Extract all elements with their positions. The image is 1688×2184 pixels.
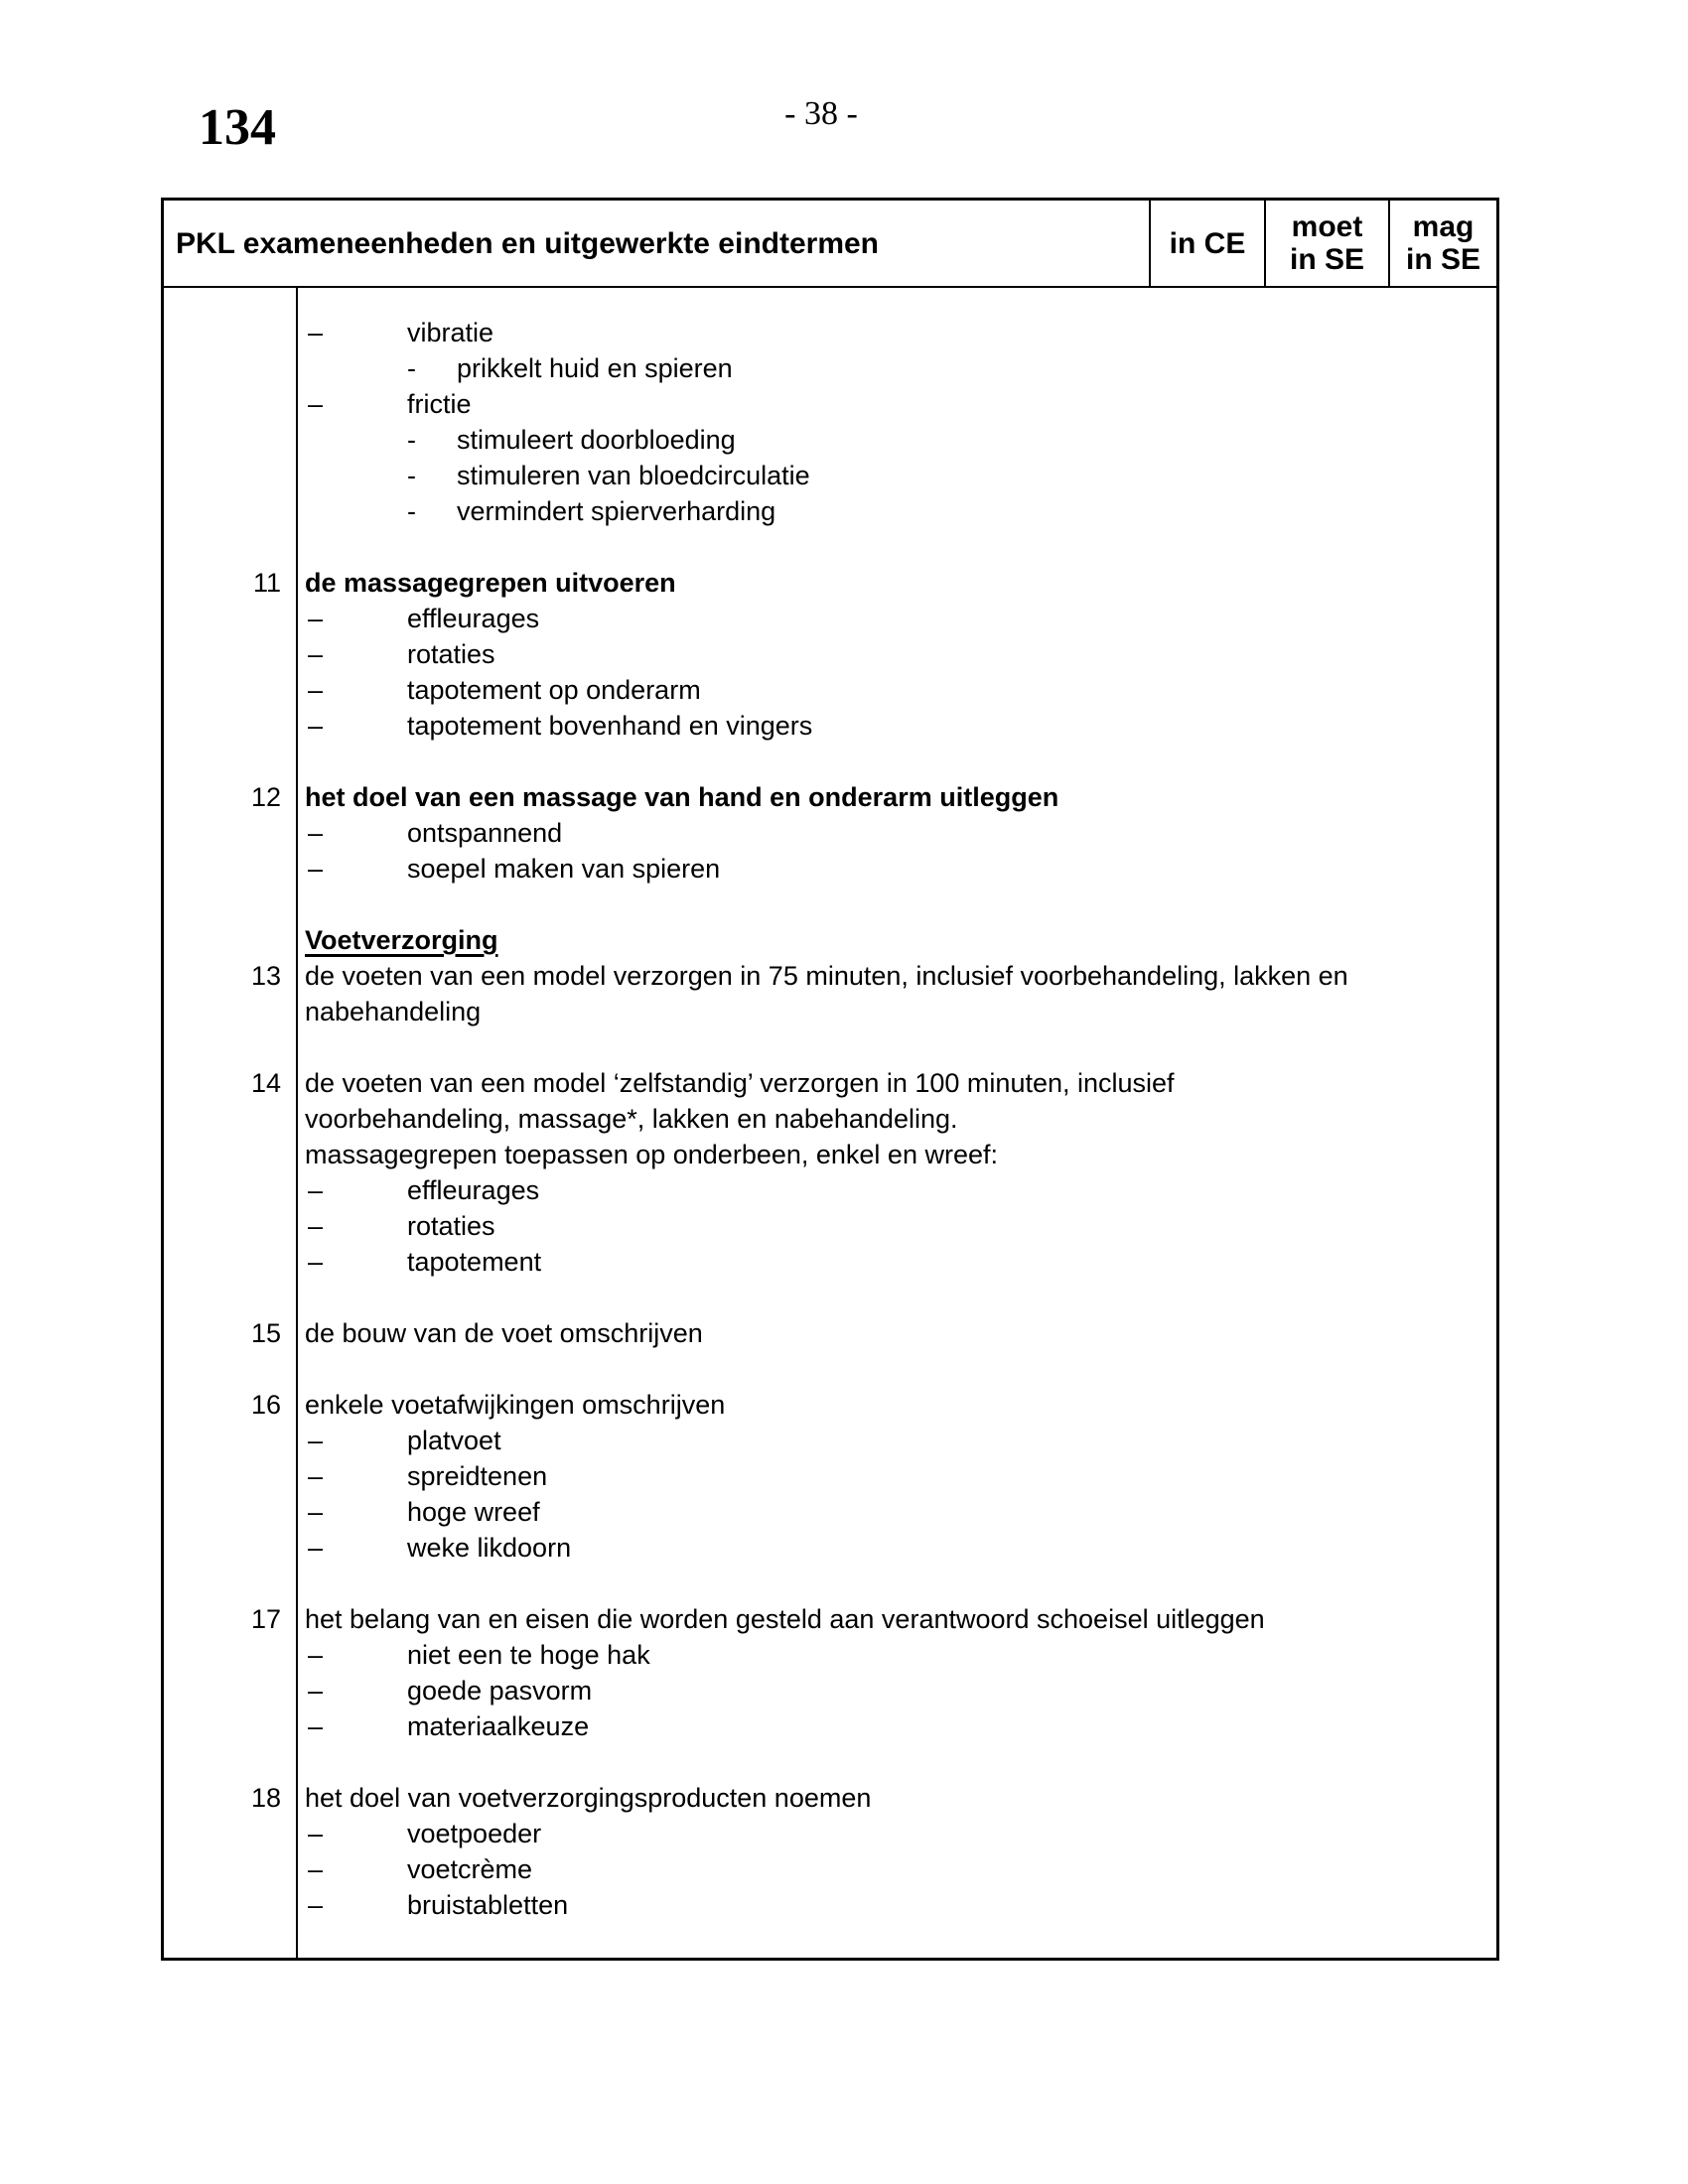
line-text: prikkelt huid en spieren — [457, 353, 733, 383]
bullet-dash: – — [308, 675, 324, 705]
bullet-dash: – — [308, 639, 324, 669]
bullet-dash: – — [308, 389, 324, 419]
sub-bullet-line — [164, 350, 1496, 386]
blank-line — [164, 1566, 1496, 1601]
bullet-dash: – — [308, 1247, 324, 1277]
bullet-dash: – — [308, 1819, 324, 1848]
bullet-line — [164, 708, 1496, 744]
line-text: massagegrepen toepassen op onderbeen, enkel en wreef: — [305, 1140, 998, 1169]
bullet-dash: – — [308, 1211, 324, 1241]
col-label-mag-in-se: in SE — [1405, 243, 1480, 276]
line-text: frictie — [407, 389, 472, 419]
section-heading-text: Voetverzorging — [305, 925, 498, 955]
bullet-line — [164, 1530, 1496, 1566]
line-text: tapotement — [407, 1247, 542, 1277]
item-number: 15 — [250, 1318, 281, 1348]
bullet-dash: – — [308, 318, 324, 347]
line-text: materiaalkeuze — [407, 1711, 590, 1741]
blank-line — [164, 1744, 1496, 1780]
line-text: de massagegrepen uitvoeren — [305, 568, 676, 598]
item-line-16 — [164, 1387, 1496, 1423]
body-lines — [164, 288, 1496, 1923]
line-text: bruistabletten — [407, 1890, 569, 1920]
bullet-line — [164, 315, 1496, 350]
bullet-dash: – — [308, 604, 324, 633]
bullet-line — [164, 1494, 1496, 1530]
line-text: platvoet — [407, 1426, 501, 1455]
line-text: hoge wreef — [407, 1497, 540, 1527]
line-text: het belang van en eisen die worden gesteld aan verantwoord schoeisel uitleggen — [305, 1604, 1265, 1634]
blank-line — [164, 744, 1496, 779]
line-text: de bouw van de voet omschrijven — [305, 1318, 703, 1348]
line-text: stimuleren van bloedcirculatie — [457, 461, 810, 490]
header-cell-moet-in-se — [1264, 201, 1388, 286]
line-text: rotaties — [407, 639, 495, 669]
eindtermen-table — [161, 198, 1499, 1961]
item-line-15 — [164, 1315, 1496, 1351]
bullet-line — [164, 636, 1496, 672]
item-number: 14 — [250, 1068, 281, 1098]
bullet-dash: – — [308, 1461, 324, 1491]
blank-line — [164, 1351, 1496, 1387]
line-text: voorbehandeling, massage*, lakken en nabehandeling. — [305, 1104, 958, 1134]
line-text: effleurages — [407, 604, 540, 633]
sub-bullet-line — [164, 458, 1496, 493]
item-continuation-line — [164, 1101, 1496, 1137]
bullet-dash: – — [308, 1854, 324, 1884]
bullet-dash: - — [407, 425, 416, 455]
col-label-moet: moet — [1291, 210, 1363, 243]
bullet-line — [164, 1851, 1496, 1887]
bullet-dash: – — [308, 818, 324, 848]
bullet-line — [164, 815, 1496, 851]
bullet-dash: – — [308, 854, 324, 884]
bullet-line — [164, 1887, 1496, 1923]
page-center-label: - 38 - — [784, 95, 858, 132]
sub-bullet-line — [164, 493, 1496, 529]
line-text: niet een te hoge hak — [407, 1640, 650, 1670]
item-line-14 — [164, 1065, 1496, 1101]
item-continuation-line — [164, 994, 1496, 1029]
line-text: voetpoeder — [407, 1819, 542, 1848]
bullet-line — [164, 601, 1496, 636]
bullet-dash: – — [308, 1890, 324, 1920]
bullet-line — [164, 1244, 1496, 1280]
blank-line — [164, 1280, 1496, 1315]
header-cell-title — [164, 201, 1149, 286]
header-cell-in-ce — [1149, 201, 1264, 286]
item-number: 13 — [250, 961, 281, 991]
line-text: weke likdoorn — [407, 1533, 572, 1563]
item-number: 16 — [250, 1390, 281, 1420]
page-number: 134 — [199, 99, 276, 156]
bullet-line — [164, 1208, 1496, 1244]
line-text: soepel maken van spieren — [407, 854, 721, 884]
bullet-line — [164, 386, 1496, 422]
line-text: tapotement op onderarm — [407, 675, 701, 705]
item-number: 17 — [250, 1604, 281, 1634]
bullet-dash: – — [308, 1640, 324, 1670]
header-cell-mag-in-se — [1388, 201, 1496, 286]
bullet-dash: – — [308, 1676, 324, 1706]
item-line-17 — [164, 1601, 1496, 1637]
table-title: PKL exameneenheden en uitgewerkte eindtermen — [176, 226, 880, 260]
line-text: ontspannend — [407, 818, 563, 848]
bullet-dash: – — [308, 1426, 324, 1455]
line-text: de voeten van een model ‘zelfstandig’ verzorgen in 100 minuten, inclusief — [305, 1068, 1175, 1098]
bullet-line — [164, 1816, 1496, 1851]
table-body — [164, 288, 1496, 1958]
bullet-dash: - — [407, 496, 416, 526]
bullet-dash: – — [308, 711, 324, 741]
blank-line — [164, 887, 1496, 922]
bullet-dash: - — [407, 353, 416, 383]
col-label-mag: mag — [1412, 210, 1475, 243]
bullet-dash: – — [308, 1711, 324, 1741]
bullet-dash: – — [308, 1533, 324, 1563]
line-text: goede pasvorm — [407, 1676, 593, 1706]
bullet-line — [164, 1673, 1496, 1708]
line-text: de voeten van een model verzorgen in 75 minuten, inclusief voorbehandeling, lakken en — [305, 961, 1348, 991]
line-text: rotaties — [407, 1211, 495, 1241]
item-line-12 — [164, 779, 1496, 815]
bullet-line — [164, 1172, 1496, 1208]
line-text: vibratie — [407, 318, 494, 347]
table-header-row — [164, 201, 1496, 288]
line-text: voetcrème — [407, 1854, 533, 1884]
bullet-line — [164, 1708, 1496, 1744]
col-label-in-ce: in CE — [1169, 226, 1246, 260]
line-text: vermindert spierverharding — [457, 496, 776, 526]
bullet-line — [164, 1423, 1496, 1458]
blank-line — [164, 1029, 1496, 1065]
sub-bullet-line — [164, 422, 1496, 458]
line-text: nabehandeling — [305, 997, 482, 1026]
bullet-dash: – — [308, 1497, 324, 1527]
bullet-dash: – — [308, 1175, 324, 1205]
bullet-dash: - — [407, 461, 416, 490]
blank-line — [164, 529, 1496, 565]
item-number: 12 — [250, 782, 281, 812]
line-text: enkele voetafwijkingen omschrijven — [305, 1390, 726, 1420]
item-continuation-line — [164, 1137, 1496, 1172]
line-text: het doel van een massage van hand en onderarm uitleggen — [305, 782, 1059, 812]
bullet-line — [164, 672, 1496, 708]
section-heading-line — [164, 922, 1496, 958]
item-line-18 — [164, 1780, 1496, 1816]
line-text: spreidtenen — [407, 1461, 548, 1491]
item-line-13 — [164, 958, 1496, 994]
line-text: stimuleert doorbloeding — [457, 425, 736, 455]
bullet-line — [164, 1458, 1496, 1494]
item-number: 18 — [250, 1783, 281, 1813]
item-line-11 — [164, 565, 1496, 601]
bullet-line — [164, 1637, 1496, 1673]
line-text: tapotement bovenhand en vingers — [407, 711, 813, 741]
bullet-line — [164, 851, 1496, 887]
line-text: het doel van voetverzorgingsproducten noemen — [305, 1783, 872, 1813]
line-text: effleurages — [407, 1175, 540, 1205]
col-label-moet-in-se: in SE — [1289, 243, 1364, 276]
item-number: 11 — [252, 568, 281, 598]
